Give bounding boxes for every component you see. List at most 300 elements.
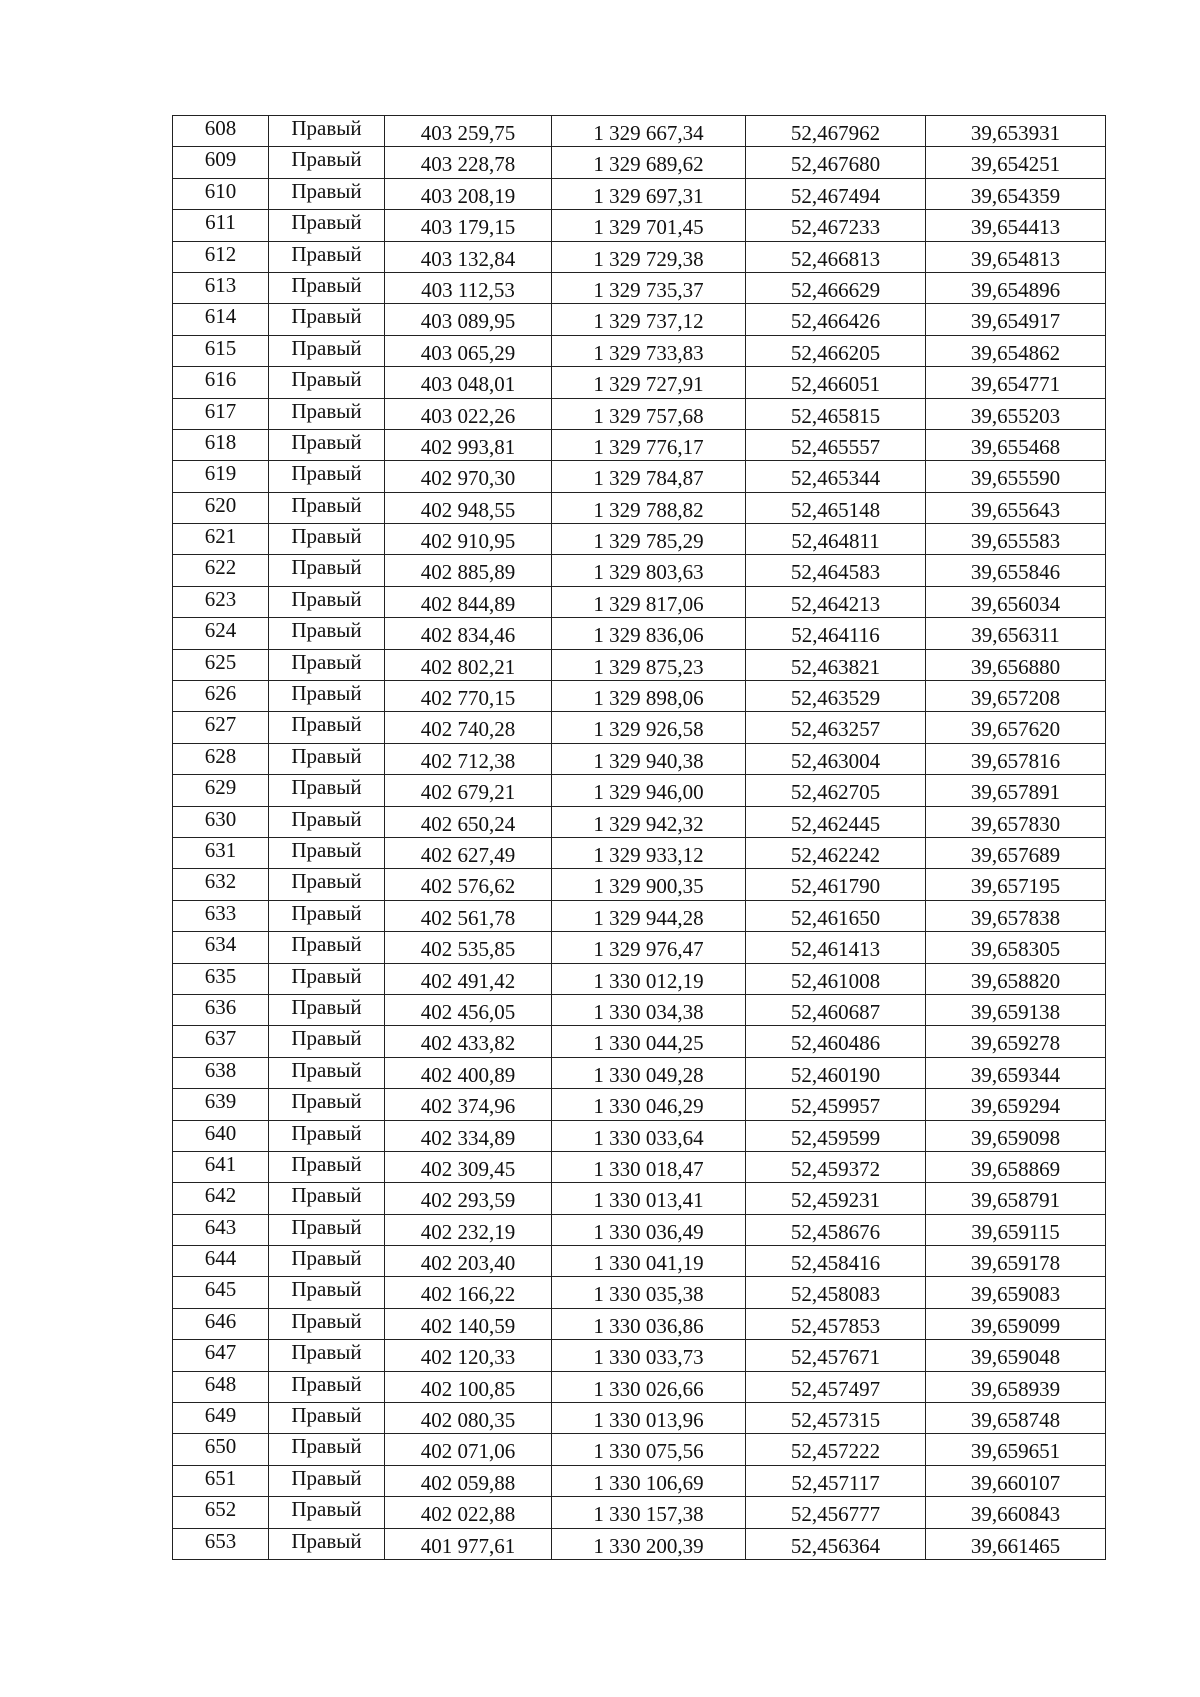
side-cell — [269, 429, 385, 460]
latitude-cell — [746, 524, 926, 555]
point-number-cell — [173, 1528, 269, 1559]
y-coordinate-cell — [552, 555, 746, 586]
longitude-cell — [926, 775, 1106, 806]
side-cell — [269, 1057, 385, 1088]
cell-text: Правый — [291, 1120, 362, 1145]
point-number-cell — [173, 178, 269, 209]
cell-text: 403 048,01 — [420, 372, 516, 397]
cell-text: 52,457671 — [790, 1345, 881, 1370]
y-coordinate-cell — [552, 304, 746, 335]
cell-text: 403 228,78 — [420, 152, 516, 177]
x-coordinate-cell — [385, 1465, 552, 1496]
x-coordinate-cell — [385, 1528, 552, 1559]
cell-text: 39,654862 — [970, 340, 1061, 365]
cell-text: 402 100,85 — [420, 1376, 516, 1401]
cell-text: 1 330 013,96 — [593, 1408, 704, 1433]
cell-text: 1 329 944,28 — [593, 905, 704, 930]
table-row — [173, 178, 1106, 209]
cell-text: 629 — [204, 775, 237, 800]
cell-text: 402 535,85 — [420, 937, 516, 962]
longitude-cell — [926, 806, 1106, 837]
cell-text: 39,661465 — [970, 1533, 1061, 1558]
x-coordinate-cell — [385, 241, 552, 272]
x-coordinate-cell — [385, 775, 552, 806]
cell-text: 624 — [204, 618, 237, 643]
cell-text: Правый — [291, 1308, 362, 1333]
y-coordinate-cell — [552, 963, 746, 994]
x-coordinate-cell — [385, 555, 552, 586]
longitude-cell — [926, 1183, 1106, 1214]
side-cell — [269, 272, 385, 303]
cell-text: 403 022,26 — [420, 403, 516, 428]
coordinates-table — [172, 115, 1106, 1560]
cell-text: 52,464583 — [790, 560, 881, 585]
table-row — [173, 555, 1106, 586]
cell-text: 39,654771 — [970, 372, 1061, 397]
point-number-cell — [173, 492, 269, 523]
cell-text: 402 203,40 — [420, 1251, 516, 1276]
cell-text: 402 712,38 — [420, 748, 516, 773]
y-coordinate-cell — [552, 147, 746, 178]
side-cell — [269, 1465, 385, 1496]
cell-text: 647 — [204, 1340, 237, 1365]
y-coordinate-cell — [552, 1277, 746, 1308]
cell-text: 39,655468 — [970, 434, 1061, 459]
cell-text: Правый — [291, 649, 362, 674]
cell-text: 1 330 075,56 — [593, 1439, 704, 1464]
table-row — [173, 1089, 1106, 1120]
table-row — [173, 1246, 1106, 1277]
cell-text: 52,464213 — [790, 591, 881, 616]
cell-text: 39,659178 — [970, 1251, 1061, 1276]
cell-text: 610 — [204, 178, 237, 203]
cell-text: 1 329 697,31 — [593, 183, 704, 208]
x-coordinate-cell — [385, 1057, 552, 1088]
point-number-cell — [173, 994, 269, 1025]
cell-text: 1 329 875,23 — [593, 654, 704, 679]
latitude-cell — [746, 1277, 926, 1308]
cell-text: 1 330 033,64 — [593, 1125, 704, 1150]
x-coordinate-cell — [385, 1371, 552, 1402]
point-number-cell — [173, 398, 269, 429]
cell-text: Правый — [291, 335, 362, 360]
cell-text: 1 329 788,82 — [593, 497, 704, 522]
latitude-cell — [746, 241, 926, 272]
cell-text: 402 770,15 — [420, 686, 516, 711]
point-number-cell — [173, 272, 269, 303]
cell-text: 52,460687 — [790, 999, 881, 1024]
latitude-cell — [746, 1340, 926, 1371]
cell-text: 52,460190 — [790, 1062, 881, 1087]
point-number-cell — [173, 429, 269, 460]
cell-text: 52,463529 — [790, 686, 881, 711]
x-coordinate-cell — [385, 1403, 552, 1434]
latitude-cell — [746, 1308, 926, 1339]
cell-text: 52,457117 — [791, 1470, 880, 1495]
x-coordinate-cell — [385, 932, 552, 963]
table-row — [173, 932, 1106, 963]
cell-text: 39,655590 — [970, 466, 1061, 491]
cell-text: 402 650,24 — [420, 811, 516, 836]
cell-text: 614 — [204, 304, 237, 329]
cell-text: 1 329 817,06 — [593, 591, 704, 616]
y-coordinate-cell — [552, 1026, 746, 1057]
table-row — [173, 806, 1106, 837]
x-coordinate-cell — [385, 524, 552, 555]
y-coordinate-cell — [552, 743, 746, 774]
cell-text: 402 080,35 — [420, 1408, 516, 1433]
cell-text: Правый — [291, 367, 362, 392]
table-row — [173, 712, 1106, 743]
cell-text: 52,458416 — [790, 1251, 881, 1276]
cell-text: Правый — [291, 1528, 362, 1553]
point-number-cell — [173, 1308, 269, 1339]
cell-text: 1 329 689,62 — [593, 152, 704, 177]
cell-text: 617 — [204, 398, 237, 423]
side-cell — [269, 492, 385, 523]
longitude-cell — [926, 681, 1106, 712]
longitude-cell — [926, 335, 1106, 366]
y-coordinate-cell — [552, 1151, 746, 1182]
longitude-cell — [926, 1246, 1106, 1277]
point-number-cell — [173, 743, 269, 774]
cell-text: 632 — [204, 869, 237, 894]
cell-text: 52,466205 — [790, 340, 881, 365]
cell-text: 621 — [204, 524, 237, 549]
cell-text: 52,463821 — [790, 654, 881, 679]
table-row — [173, 618, 1106, 649]
x-coordinate-cell — [385, 1089, 552, 1120]
cell-text: 637 — [204, 1026, 237, 1051]
cell-text: 1 329 733,83 — [593, 340, 704, 365]
point-number-cell — [173, 241, 269, 272]
cell-text: 625 — [204, 649, 237, 674]
cell-text: 402 071,06 — [420, 1439, 516, 1464]
y-coordinate-cell — [552, 272, 746, 303]
side-cell — [269, 900, 385, 931]
x-coordinate-cell — [385, 1214, 552, 1245]
longitude-cell — [926, 241, 1106, 272]
longitude-cell — [926, 1497, 1106, 1528]
y-coordinate-cell — [552, 178, 746, 209]
cell-text: 626 — [204, 681, 237, 706]
cell-text: Правый — [291, 1434, 362, 1459]
side-cell — [269, 586, 385, 617]
cell-text: 39,654359 — [970, 183, 1061, 208]
latitude-cell — [746, 272, 926, 303]
cell-text: 52,467680 — [790, 152, 881, 177]
latitude-cell — [746, 1434, 926, 1465]
longitude-cell — [926, 1403, 1106, 1434]
latitude-cell — [746, 147, 926, 178]
cell-text: 1 329 735,37 — [593, 277, 704, 302]
table-row — [173, 1183, 1106, 1214]
longitude-cell — [926, 586, 1106, 617]
cell-text: 39,660843 — [970, 1502, 1061, 1527]
cell-text: 39,659048 — [970, 1345, 1061, 1370]
cell-text: 52,458083 — [790, 1282, 881, 1307]
x-coordinate-cell — [385, 618, 552, 649]
longitude-cell — [926, 932, 1106, 963]
side-cell — [269, 1371, 385, 1402]
side-cell — [269, 932, 385, 963]
x-coordinate-cell — [385, 367, 552, 398]
x-coordinate-cell — [385, 116, 552, 147]
longitude-cell — [926, 1465, 1106, 1496]
point-number-cell — [173, 367, 269, 398]
y-coordinate-cell — [552, 1371, 746, 1402]
table-row — [173, 210, 1106, 241]
side-cell — [269, 837, 385, 868]
y-coordinate-cell — [552, 1308, 746, 1339]
latitude-cell — [746, 116, 926, 147]
table-row — [173, 1403, 1106, 1434]
side-cell — [269, 178, 385, 209]
longitude-cell — [926, 1026, 1106, 1057]
table-row — [173, 586, 1106, 617]
cell-text: 39,656034 — [970, 591, 1061, 616]
latitude-cell — [746, 1497, 926, 1528]
y-coordinate-cell — [552, 1214, 746, 1245]
cell-text: 1 329 803,63 — [593, 560, 704, 585]
cell-text: Правый — [291, 1465, 362, 1490]
cell-text: Правый — [291, 681, 362, 706]
cell-text: 1 330 036,86 — [593, 1313, 704, 1338]
point-number-cell — [173, 869, 269, 900]
cell-text: Правый — [291, 210, 362, 235]
latitude-cell — [746, 963, 926, 994]
side-cell — [269, 775, 385, 806]
side-cell — [269, 712, 385, 743]
cell-text: Правый — [291, 398, 362, 423]
cell-text: 402 293,59 — [420, 1188, 516, 1213]
cell-text: 52,459231 — [790, 1188, 881, 1213]
cell-text: Правый — [291, 869, 362, 894]
x-coordinate-cell — [385, 1277, 552, 1308]
cell-text: 39,655203 — [970, 403, 1061, 428]
side-cell — [269, 367, 385, 398]
cell-text: 401 977,61 — [420, 1533, 516, 1558]
point-number-cell — [173, 1026, 269, 1057]
side-cell — [269, 1403, 385, 1434]
cell-text: 1 330 034,38 — [593, 999, 704, 1024]
cell-text: 402 740,28 — [420, 717, 516, 742]
cell-text: Правый — [291, 963, 362, 988]
y-coordinate-cell — [552, 210, 746, 241]
latitude-cell — [746, 806, 926, 837]
y-coordinate-cell — [552, 869, 746, 900]
cell-text: 39,657891 — [970, 780, 1061, 805]
cell-text: 52,460486 — [790, 1031, 881, 1056]
cell-text: 39,659099 — [970, 1313, 1061, 1338]
cell-text: Правый — [291, 806, 362, 831]
point-number-cell — [173, 1465, 269, 1496]
cell-text: 402 374,96 — [420, 1094, 516, 1119]
cell-text: 402 140,59 — [420, 1313, 516, 1338]
cell-text: Правый — [291, 524, 362, 549]
cell-text: 39,653931 — [970, 121, 1061, 145]
point-number-cell — [173, 1057, 269, 1088]
cell-text: Правый — [291, 1277, 362, 1302]
x-coordinate-cell — [385, 178, 552, 209]
x-coordinate-cell — [385, 586, 552, 617]
side-cell — [269, 461, 385, 492]
side-cell — [269, 524, 385, 555]
table-row — [173, 147, 1106, 178]
cell-text: 1 330 044,25 — [593, 1031, 704, 1056]
cell-text: Правый — [291, 932, 362, 957]
cell-text: 39,658748 — [970, 1408, 1061, 1433]
cell-text: 402 834,46 — [420, 623, 516, 648]
side-cell — [269, 398, 385, 429]
latitude-cell — [746, 1183, 926, 1214]
longitude-cell — [926, 963, 1106, 994]
cell-text: 52,462242 — [790, 842, 881, 867]
longitude-cell — [926, 743, 1106, 774]
cell-text: 402 948,55 — [420, 497, 516, 522]
cell-text: 1 330 033,73 — [593, 1345, 704, 1370]
y-coordinate-cell — [552, 1403, 746, 1434]
cell-text: 1 330 106,69 — [593, 1470, 704, 1495]
latitude-cell — [746, 398, 926, 429]
side-cell — [269, 1246, 385, 1277]
table-row — [173, 1497, 1106, 1528]
longitude-cell — [926, 1057, 1106, 1088]
side-cell — [269, 1120, 385, 1151]
cell-text: 52,467233 — [790, 215, 881, 240]
side-cell — [269, 116, 385, 147]
x-coordinate-cell — [385, 963, 552, 994]
cell-text: 39,657816 — [970, 748, 1061, 773]
side-cell — [269, 649, 385, 680]
y-coordinate-cell — [552, 681, 746, 712]
cell-text: 52,461008 — [790, 968, 881, 993]
y-coordinate-cell — [552, 1246, 746, 1277]
point-number-cell — [173, 1183, 269, 1214]
longitude-cell — [926, 994, 1106, 1025]
cell-text: 1 329 784,87 — [593, 466, 704, 491]
cell-text: 1 330 046,29 — [593, 1094, 704, 1119]
cell-text: 39,657838 — [970, 905, 1061, 930]
cell-text: Правый — [291, 429, 362, 454]
table-row — [173, 1120, 1106, 1151]
cell-text: 52,459599 — [790, 1125, 881, 1150]
cell-text: 52,465148 — [790, 497, 881, 522]
side-cell — [269, 1277, 385, 1308]
point-number-cell — [173, 1120, 269, 1151]
side-cell — [269, 241, 385, 272]
y-coordinate-cell — [552, 461, 746, 492]
cell-text: Правый — [291, 1371, 362, 1396]
point-number-cell — [173, 1214, 269, 1245]
longitude-cell — [926, 1528, 1106, 1559]
longitude-cell — [926, 837, 1106, 868]
longitude-cell — [926, 304, 1106, 335]
cell-text: 402 232,19 — [420, 1219, 516, 1244]
cell-text: Правый — [291, 241, 362, 266]
cell-text: Правый — [291, 1089, 362, 1114]
side-cell — [269, 1340, 385, 1371]
point-number-cell — [173, 712, 269, 743]
y-coordinate-cell — [552, 1340, 746, 1371]
cell-text: 52,467494 — [790, 183, 881, 208]
cell-text: 39,654251 — [970, 152, 1061, 177]
table-row — [173, 429, 1106, 460]
latitude-cell — [746, 335, 926, 366]
cell-text: 1 330 013,41 — [593, 1188, 704, 1213]
latitude-cell — [746, 1089, 926, 1120]
cell-text: 612 — [204, 241, 237, 266]
cell-text: 52,459957 — [790, 1094, 881, 1119]
side-cell — [269, 806, 385, 837]
longitude-cell — [926, 1340, 1106, 1371]
cell-text: 39,654813 — [970, 246, 1061, 271]
cell-text: 402 970,30 — [420, 466, 516, 491]
x-coordinate-cell — [385, 649, 552, 680]
table-row — [173, 367, 1106, 398]
x-coordinate-cell — [385, 681, 552, 712]
cell-text: 639 — [204, 1089, 237, 1114]
cell-text: 1 330 049,28 — [593, 1062, 704, 1087]
cell-text: 52,466051 — [790, 372, 881, 397]
side-cell — [269, 681, 385, 712]
cell-text: 631 — [204, 837, 237, 862]
cell-text: 643 — [204, 1214, 237, 1239]
cell-text: Правый — [291, 461, 362, 486]
cell-text: 52,465557 — [790, 434, 881, 459]
cell-text: 1 329 757,68 — [593, 403, 704, 428]
cell-text: 613 — [204, 272, 237, 297]
cell-text: 402 059,88 — [420, 1470, 516, 1495]
point-number-cell — [173, 963, 269, 994]
latitude-cell — [746, 210, 926, 241]
cell-text: 649 — [204, 1403, 237, 1428]
point-number-cell — [173, 1403, 269, 1434]
cell-text: 39,655846 — [970, 560, 1061, 585]
cell-text: 616 — [204, 367, 237, 392]
x-coordinate-cell — [385, 429, 552, 460]
cell-text: 52,466813 — [790, 246, 881, 271]
cell-text: 39,659083 — [970, 1282, 1061, 1307]
cell-text: 52,461790 — [790, 874, 881, 899]
y-coordinate-cell — [552, 1183, 746, 1214]
side-cell — [269, 994, 385, 1025]
table-row — [173, 1151, 1106, 1182]
cell-text: 52,459372 — [790, 1156, 881, 1181]
cell-text: 630 — [204, 806, 237, 831]
cell-text: 52,466629 — [790, 277, 881, 302]
latitude-cell — [746, 586, 926, 617]
cell-text: 403 065,29 — [420, 340, 516, 365]
cell-text: 52,456364 — [790, 1533, 881, 1558]
y-coordinate-cell — [552, 429, 746, 460]
latitude-cell — [746, 1371, 926, 1402]
cell-text: Правый — [291, 1403, 362, 1428]
longitude-cell — [926, 272, 1106, 303]
y-coordinate-cell — [552, 900, 746, 931]
longitude-cell — [926, 1089, 1106, 1120]
y-coordinate-cell — [552, 649, 746, 680]
cell-text: 644 — [204, 1246, 237, 1271]
cell-text: 618 — [204, 429, 237, 454]
cell-text: 52,463257 — [790, 717, 881, 742]
cell-text: 1 329 737,12 — [593, 309, 704, 334]
y-coordinate-cell — [552, 241, 746, 272]
table-row — [173, 775, 1106, 806]
cell-text: 611 — [205, 210, 236, 235]
x-coordinate-cell — [385, 1340, 552, 1371]
longitude-cell — [926, 210, 1106, 241]
